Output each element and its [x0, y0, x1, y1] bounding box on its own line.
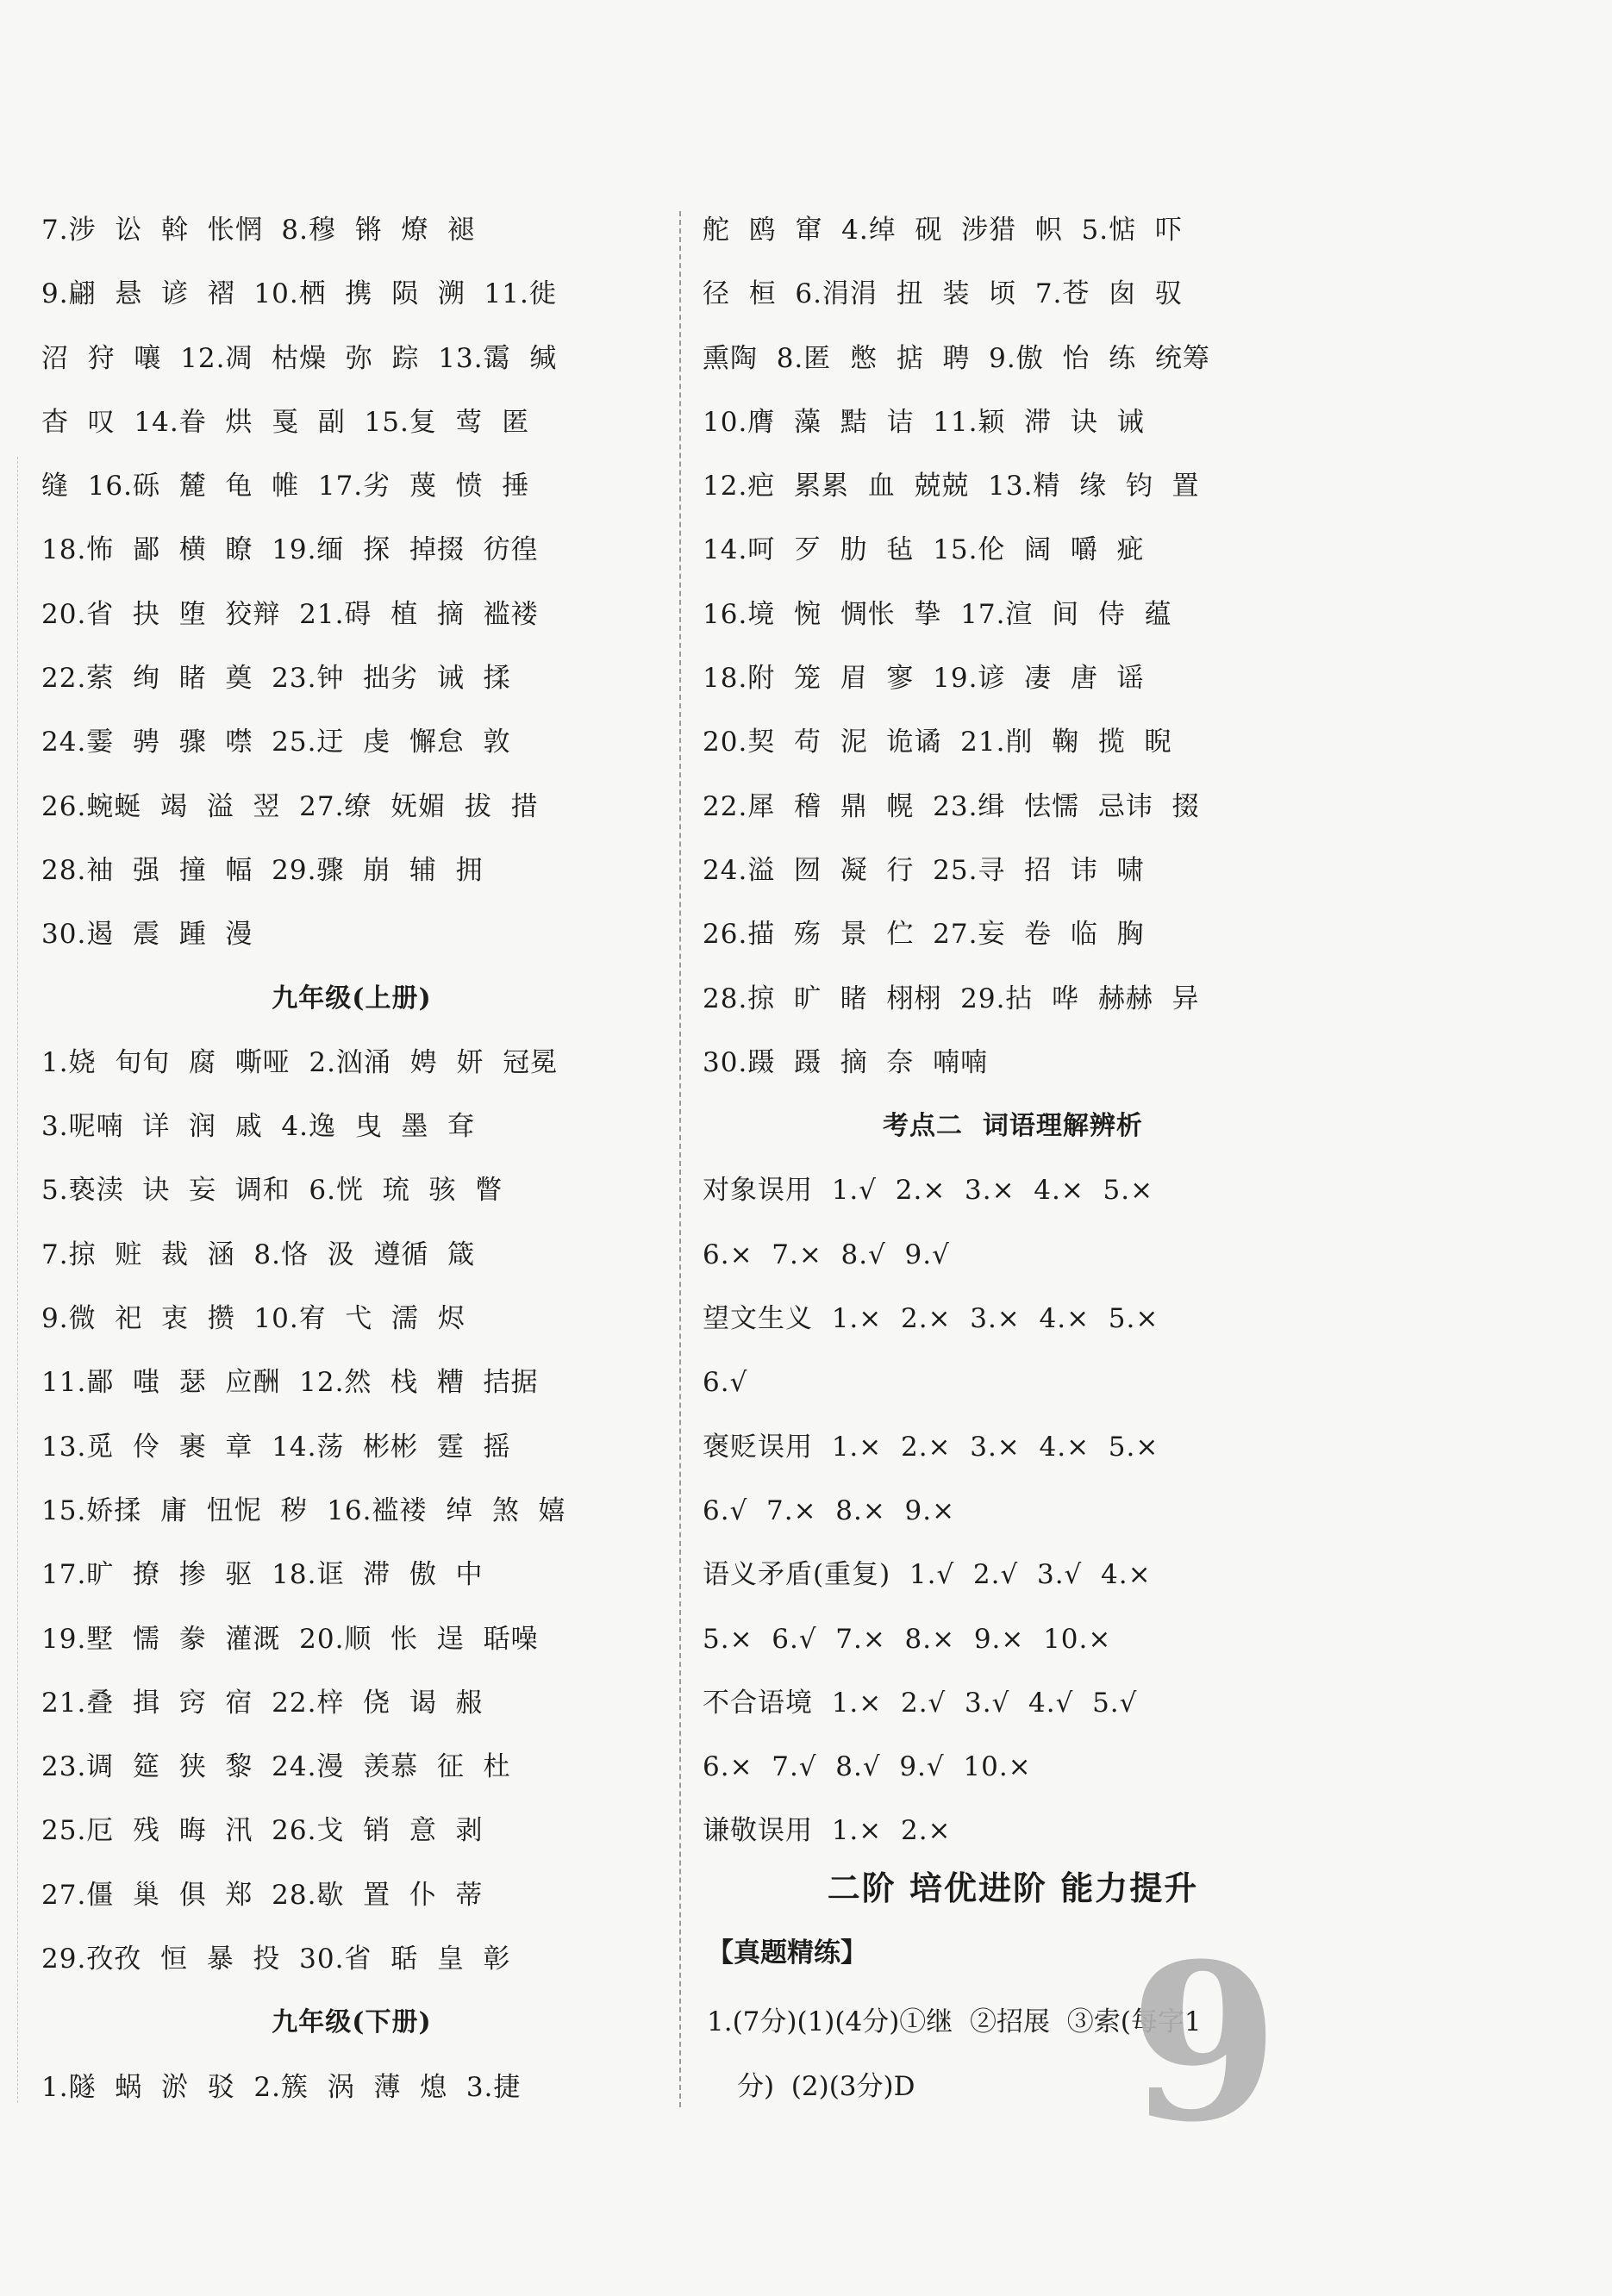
page-number-watermark: 9 [1129, 1916, 1279, 2169]
answer-line: 26.蜿蜒 竭 溢 翌 27.缭 妩媚 拔 措 [41, 790, 539, 822]
answer-line: 30.蹑 蹑 摘 奈 喃喃 [703, 1046, 989, 1078]
answer-line: 1.娆 旬旬 腐 嘶哑 2.汹涌 娉 妍 冠冕 [41, 1046, 559, 1078]
answer-line: 16.境 惋 惆怅 挚 17.渲 间 侍 蕴 [703, 598, 1172, 630]
answer-line: 18.怖 鄙 横 瞭 19.缅 探 掉掇 彷徨 [41, 534, 539, 566]
left-edge-rule [17, 457, 18, 2103]
answer-line: 26.描 殇 景 伫 27.妄 卷 临 胸 [703, 919, 1145, 951]
answer-line: 17.旷 撩 掺 驱 18.诓 滞 傲 中 [41, 1559, 484, 1591]
answer-line: 7.涉 讼 斡 怅惘 8.穆 锵 燎 褪 [41, 215, 476, 246]
section-heading: 九年级(下册) [272, 2007, 432, 2038]
answer-line: 熏陶 8.匿 憋 掂 聘 9.傲 怡 练 统筹 [703, 342, 1210, 374]
answer-line: 谦敬误用 1.× 2.× [703, 1815, 952, 1847]
answer-line: 19.墅 懦 豢 灌溉 20.顺 怅 逞 聒噪 [41, 1623, 539, 1655]
answer-line: 6.× 7.√ 8.√ 9.√ 10.× [703, 1751, 1032, 1783]
answer-line: 径 桓 6.涓涓 扭 装 顷 7.苍 囱 驭 [703, 278, 1183, 310]
answer-line: 杳 叹 14.眷 烘 戛 副 15.复 莺 匿 [41, 406, 530, 438]
answer-line: 12.疤 累累 血 兢兢 13.精 缘 钧 置 [703, 471, 1200, 502]
answer-line: 舵 鸥 窜 4.绰 砚 涉猎 帜 5.惦 吓 [703, 215, 1183, 246]
answer-line: 27.僵 巢 俱 郑 28.歇 置 仆 蒂 [41, 1879, 484, 1911]
answer-line: 6.√ [703, 1367, 748, 1399]
column-divider [679, 211, 681, 2107]
answer-line: 望文生义 1.× 2.× 3.× 4.× 5.× [703, 1303, 1159, 1335]
answer-line: 14.呵 歹 肋 毡 15.伦 阔 嚼 疵 [703, 534, 1145, 566]
answer-line: 沼 狩 嚷 12.凋 枯燥 弥 踪 13.霭 缄 [41, 342, 558, 374]
answer-line-1: 1.(7分)(1)(4分)①继 ②招展 ③索(每字1 [707, 2006, 1202, 2037]
section-title: 二阶 培优进阶 能力提升 [827, 1869, 1199, 1907]
answer-line: 11.鄙 嗤 瑟 应酬 12.然 栈 糟 拮据 [41, 1367, 539, 1399]
part-label: 【真题精练】 [707, 1937, 867, 1968]
answer-line: 21.叠 揖 窍 宿 22.梓 侥 谒 赧 [41, 1687, 484, 1719]
left-column [41, 198, 662, 2119]
answer-line: 13.觅 伶 裹 章 14.荡 彬彬 霆 摇 [41, 1431, 511, 1463]
answer-line: 5.亵渎 诀 妄 调和 6.恍 琉 骇 瞥 [41, 1175, 503, 1207]
answer-line-2: 分) (2)(3分)D [737, 2071, 915, 2102]
answer-line: 1.隧 蜗 淤 驳 2.簇 涡 薄 熄 3.捷 [41, 2071, 522, 2103]
answer-line: 25.厄 残 晦 汛 26.戈 销 意 剥 [41, 1815, 484, 1847]
answer-line: 缝 16.砾 麓 龟 帷 17.劣 蔑 愤 捶 [41, 471, 530, 502]
answer-line: 22.萦 绚 睹 奠 23.钟 拙劣 诫 揉 [41, 663, 511, 695]
answer-line: 24.霎 骋 骤 噤 25.迂 虔 懈怠 敦 [41, 727, 511, 758]
answer-line: 10.膺 藻 黠 诘 11.颖 滞 诀 诫 [703, 406, 1145, 438]
answer-line: 3.呢喃 详 润 戚 4.逸 曳 墨 耷 [41, 1111, 476, 1143]
answer-line: 28.袖 强 撞 幅 29.骤 崩 辅 拥 [41, 854, 484, 886]
answer-line: 23.调 筵 狭 黎 24.漫 羡慕 征 杜 [41, 1751, 511, 1783]
answer-line: 9.微 祀 衷 攒 10.宥 弋 濡 烬 [41, 1303, 465, 1335]
answer-line: 28.掠 旷 睹 栩栩 29.拈 哗 赫赫 异 [703, 983, 1200, 1014]
answer-line: 语义矛盾(重复) 1.√ 2.√ 3.√ 4.× [703, 1559, 1152, 1591]
answer-line: 30.遏 震 踵 漫 [41, 919, 253, 951]
answer-line: 6.√ 7.× 8.× 9.× [703, 1494, 956, 1526]
answer-line: 24.溢 囫 凝 行 25.寻 招 讳 啸 [703, 854, 1145, 886]
answer-line: 对象误用 1.√ 2.× 3.× 4.× 5.× [703, 1175, 1154, 1207]
answer-line: 不合语境 1.× 2.√ 3.√ 4.√ 5.√ [703, 1687, 1138, 1719]
section-heading: 考点二 词语理解辨析 [883, 1111, 1143, 1142]
answer-line: 20.契 苟 泥 诡谲 21.削 鞠 揽 睨 [703, 727, 1172, 758]
answer-line: 22.犀 稽 鼎 幌 23.缉 怯懦 忌讳 掇 [703, 790, 1200, 822]
answer-line: 15.娇揉 庸 忸怩 秽 16.褴褛 绰 煞 嬉 [41, 1494, 566, 1526]
answer-line: 7.掠 赃 裁 涵 8.恪 汲 遵循 箴 [41, 1238, 476, 1270]
answer-line: 6.× 7.× 8.√ 9.√ [703, 1238, 950, 1270]
answer-line: 29.孜孜 恒 暴 投 30.省 聒 皇 彰 [41, 1943, 511, 1975]
answer-line: 20.省 抉 堕 狡辩 21.碍 植 摘 褴褛 [41, 598, 539, 630]
answer-line: 18.附 笼 眉 寥 19.谚 凄 唐 谣 [703, 663, 1145, 695]
answer-line: 9.翩 悬 谚 褶 10.栖 携 陨 溯 11.徙 [41, 278, 557, 310]
answer-line: 褒贬误用 1.× 2.× 3.× 4.× 5.× [703, 1431, 1159, 1463]
section-heading: 九年级(上册) [272, 983, 432, 1014]
answer-line: 5.× 6.√ 7.× 8.× 9.× 10.× [703, 1623, 1112, 1655]
right-column [703, 198, 1323, 1863]
